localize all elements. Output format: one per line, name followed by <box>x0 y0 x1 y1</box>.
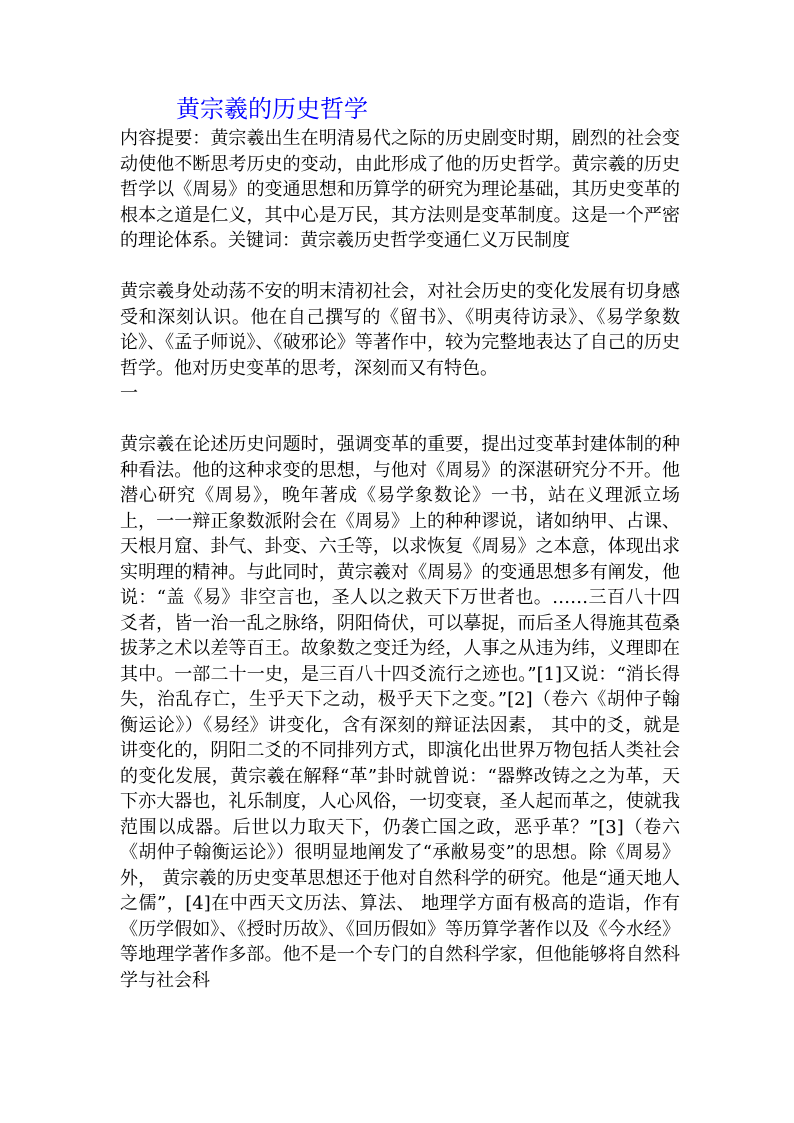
paragraph-spacer <box>120 254 680 280</box>
document-title: 黄宗羲的历史哲学 <box>176 95 368 123</box>
document-page <box>120 92 680 993</box>
abstract-paragraph: 内容提要：黄宗羲出生在明清易代之际的历史剧变时期，剧烈的社会变动使他不断思考历史的变动，由此形成了他的历史哲学。黄宗羲的历史哲学以《周易》的变通思想和历算学的研究为理论基础，其历史变革的根本之道是仁义，其中心是万民，其方法则是变革制度。这是一个严密的理论体系。关键词：黄宗羲历史哲学变通仁义万民制度 <box>120 128 680 251</box>
body-paragraph: 黄宗羲在论述历史问题时，强调变革的重要，提出过变革封建体制的种种看法。他的这种求变的思想，与他对《周易》的深湛研究分不开。他潜心研究《周易》，晚年著成《易学象数论》一书，站在义理派立场上，一一辩正象数派附会在《周易》上的种种谬说，诸如纳甲、占课、天根月窟、卦气、卦变、六壬等，以求恢复《周易》之本意，体现出求实明理的精神。与此同时，黄宗羲对《周易》的变通思想多有阐发，他说：“盖《易》非空言也，圣人以之救天下万世者也。……三百八十四爻者，皆一治一乱之脉络，阴阳倚伏，可以摹捉，而后圣人得施其苞桑拔茅之术以差等百王。故象数之变迁为经，人事之从违为纬，义理即在其中。一部二十一史，是三百八十四爻流行之迹也。”[1]又说：“消长得失，治乱存亡，生乎天下之动，极乎天下之变。”[2]（卷六《胡仲子翰衡运论》）《易经》讲变化，含有深刻的辩证法因素， 其中的爻，就是讲变化的，阴阳二爻的不同排列方式，即演化出世界万物包括人类社会的变化发展，黄宗羲在解释“革”卦时就曾说：“器弊改铸之之为革，天下亦大器也，礼乐制度，人心风俗，一切变衰，圣人起而革之，使就我范围以成器。后世以力取天下，仍袭亡国之政，恶乎革？”[3]（卷六《胡仲子翰衡运论》）很明显地阐发了“承敝易变”的思想。除《周易》外， 黄宗羲的历史变革思想还于他对自然科学的研究。他是“通天地人之儒”，[4]在中西天文历法、算法、 地理学方面有极高的造诣，作有《历学假如》、《授时历故》、《回历假如》等历算学著作以及《今水经》等地理学著作多部。他不是一个专门的自然科学家，但他能够将自然科学与社会科 <box>120 434 680 991</box>
paragraph-spacer <box>120 407 680 433</box>
intro-paragraph: 黄宗羲身处动荡不安的明末清初社会，对社会历史的变化发展有切身感受和深刻认识。他在自己撰写的《留书》、《明夷待访录》、《易学象数论》、《孟子师说》、《破邪论》等著作中，较为完整地表达了自己的历史哲学。他对历史变革的思考，深刻而又有特色。 <box>120 281 680 379</box>
section-number: 一 <box>120 383 138 404</box>
